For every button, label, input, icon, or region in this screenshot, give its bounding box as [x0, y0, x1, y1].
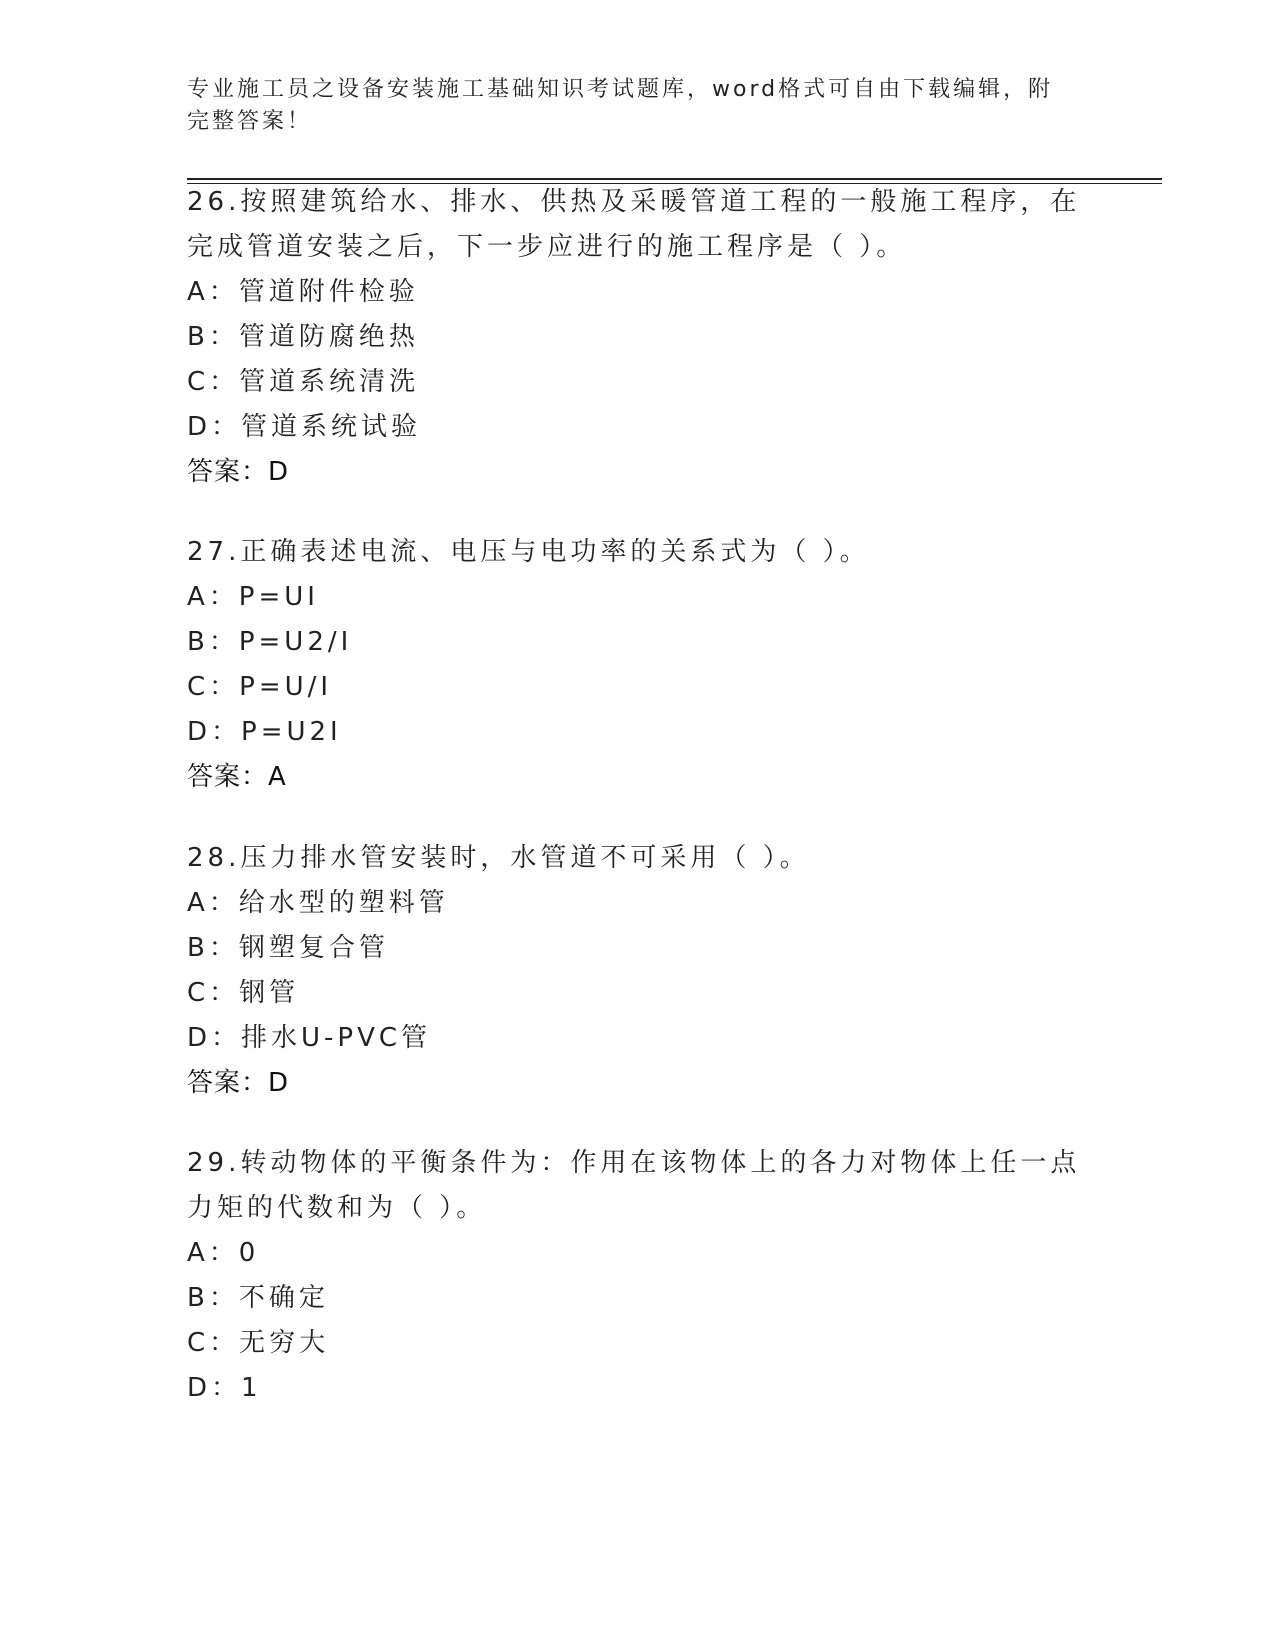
option-a: A：给水型的塑料管 [187, 888, 449, 918]
question-stem: 28.压力排水管安装时，水管道不可采用（ ）。 [187, 843, 810, 873]
option-b: B：钢塑复合管 [187, 933, 389, 963]
answer-line: 答案：A [187, 762, 287, 792]
question-28 [187, 836, 1087, 1106]
question-stem: 26.按照建筑给水、排水、供热及采暖管道工程的一般施工程序，在完成管道安装之后，下一步应进行的施工程序是（ ）。 [187, 187, 1081, 262]
question-26 [187, 180, 1087, 495]
option-c: C：P=U/I [187, 672, 333, 702]
option-b: B：不确定 [187, 1283, 329, 1313]
option-c: C：管道系统清洗 [187, 367, 420, 397]
question-27 [187, 530, 1087, 800]
question-stem: 29.转动物体的平衡条件为：作用在该物体上的各力对物体上任一点力矩的代数和为（ ）。 [187, 1148, 1081, 1223]
option-b: B：管道防腐绝热 [187, 322, 419, 352]
answer-line: 答案：D [187, 1068, 290, 1098]
option-d: D：1 [187, 1373, 262, 1403]
option-d: D：排水U-PVC管 [187, 1023, 432, 1053]
option-c: C：无穷大 [187, 1328, 330, 1358]
answer-line: 答案：D [187, 457, 290, 487]
option-d: D：管道系统试验 [187, 412, 422, 442]
option-c: C：钢管 [187, 978, 300, 1008]
option-d: D：P=U2I [187, 717, 342, 747]
option-b: B：P=U2/I [187, 627, 353, 657]
option-a: A：P=UI [187, 582, 319, 612]
option-a: A：管道附件检验 [187, 277, 419, 307]
question-stem: 27.正确表述电流、电压与电功率的关系式为（ ）。 [187, 537, 870, 567]
question-29 [187, 1141, 1087, 1411]
option-a: A：0 [187, 1238, 260, 1268]
document-header: 专业施工员之设备安装施工基础知识考试题库，word格式可自由下载编辑，附完整答案！ [187, 77, 1054, 134]
